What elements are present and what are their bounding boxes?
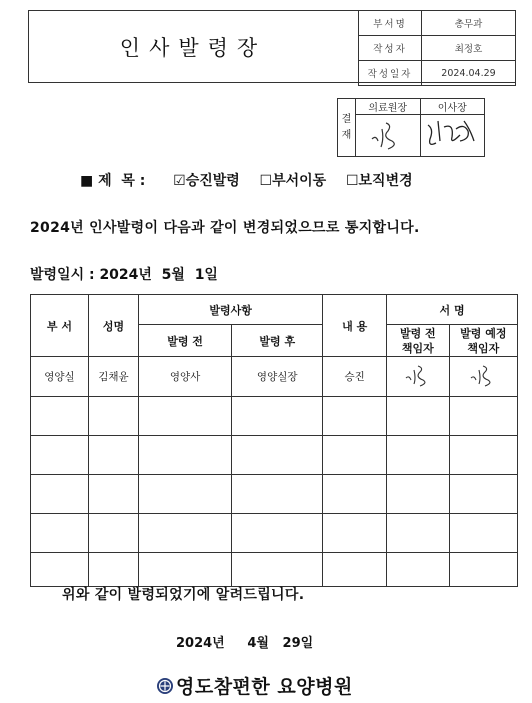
header-sign-group: 서 명 xyxy=(387,295,518,325)
meta-row xyxy=(359,11,516,36)
meta-value: 최정호 xyxy=(422,36,516,61)
organization-block xyxy=(156,672,353,699)
signature-chairman-mark xyxy=(422,115,482,153)
document-title: 인사발령장 xyxy=(119,35,267,60)
meta-label: 부서명 xyxy=(359,11,422,36)
signature-director xyxy=(356,115,421,157)
personnel-table xyxy=(30,294,518,587)
subject-option-transfer xyxy=(260,173,332,189)
table-row xyxy=(31,436,518,475)
signature-after-mark xyxy=(463,362,503,388)
notice-text: 2024년 인사발령이 다음과 같이 변경되었으므로 통지합니다. xyxy=(30,220,420,236)
subject-option-position xyxy=(346,173,413,189)
meta-row xyxy=(359,61,516,86)
table-row xyxy=(31,397,518,436)
signature-before-mark xyxy=(398,362,438,388)
cell-dept: 영양실 xyxy=(31,357,89,397)
header-dept: 부 서 xyxy=(31,295,89,357)
signature-chairman xyxy=(420,115,485,157)
header-sign-before: 발령 전 책임자 xyxy=(387,325,450,357)
subject-line xyxy=(80,170,413,190)
table-row xyxy=(31,357,518,397)
organization-name: 영도참편한 요양병원 xyxy=(176,676,353,698)
cell-before: 영양사 xyxy=(139,357,232,397)
table-row xyxy=(31,553,518,587)
hospital-logo-icon xyxy=(156,677,174,695)
effective-date: 발령일시 : 2024년 5월 1일 xyxy=(30,267,218,283)
subject-option-label: 보직변경 xyxy=(358,173,413,189)
meta-table xyxy=(358,10,516,86)
meta-value: 총무과 xyxy=(422,11,516,36)
subject-option-promotion xyxy=(173,173,245,189)
meta-label: 작성일자 xyxy=(359,61,422,86)
header-order-group: 발령사항 xyxy=(139,295,323,325)
checkbox-icon: ☐ xyxy=(345,173,359,189)
issue-date: 2024년 4월 29일 xyxy=(176,636,314,651)
cell-name: 김채윤 xyxy=(88,357,138,397)
approval-side-text: 결재 xyxy=(341,113,352,141)
subject-option-label: 승진발령 xyxy=(185,173,240,189)
subject-label: ■ 제 목 : xyxy=(80,173,146,189)
signature-director-mark xyxy=(358,115,418,153)
table-row xyxy=(31,475,518,514)
checkbox-icon: ☐ xyxy=(259,173,273,189)
cell-after: 영양실장 xyxy=(232,357,323,397)
header-before: 발령 전 xyxy=(139,325,232,357)
closing-text: 위와 같이 발령되었기에 알려드립니다. xyxy=(62,587,305,603)
cell-sign-after xyxy=(449,357,517,397)
header-sign-after: 발령 예정 책임자 xyxy=(449,325,517,357)
cell-sign-before xyxy=(387,357,450,397)
meta-label: 작성자 xyxy=(359,36,422,61)
cell-content: 승진 xyxy=(323,357,387,397)
subject-option-label: 부서이동 xyxy=(272,173,327,189)
header-name: 성명 xyxy=(88,295,138,357)
meta-row xyxy=(359,36,516,61)
approval-col-chairman: 이사장 xyxy=(420,99,485,115)
approval-box xyxy=(337,98,485,157)
checkbox-checked-icon: ☑ xyxy=(173,173,186,189)
header-after: 발령 후 xyxy=(232,325,323,357)
approval-col-director: 의료원장 xyxy=(356,99,421,115)
table-row xyxy=(31,514,518,553)
meta-value: 2024.04.29 xyxy=(422,61,516,86)
approval-side-label xyxy=(338,99,356,157)
header-content: 내 용 xyxy=(323,295,387,357)
